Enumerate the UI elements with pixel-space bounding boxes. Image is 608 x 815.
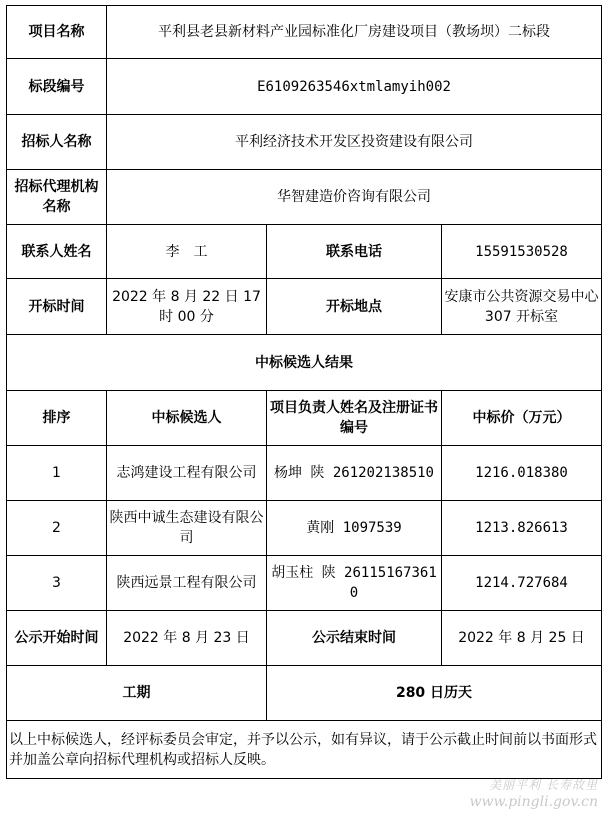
opening-row [7,279,602,335]
candidate-manager: 杨坤 陕 261202138510 [267,446,442,501]
period-row [7,666,602,721]
watermark-slogan: 美丽平利 长寿故里 [489,778,598,792]
candidate-row [7,446,602,501]
project-value: 平利县老县新材料产业园标准化厂房建设项目（教场坝）二标段 [107,6,602,59]
candidate-manager: 胡玉柱 陕 261151673610 [267,556,442,611]
header-manager: 项目负责人姓名及注册证书编号 [267,391,442,446]
project-label: 项目名称 [7,6,107,59]
candidate-name: 志鸿建设工程有限公司 [107,446,267,501]
phone-value: 15591530528 [442,225,602,279]
bid-result-table [6,5,602,779]
tenderer-value: 平利经济技术开发区投资建设有限公司 [107,115,602,170]
header-price: 中标价（万元） [442,391,602,446]
candidate-manager: 黄刚 1097539 [267,501,442,556]
candidate-row [7,501,602,556]
section-no-value: E6109263546xtmlamyih002 [107,59,602,115]
agency-row [7,170,602,225]
agency-value: 华智建造价咨询有限公司 [107,170,602,225]
candidate-name: 陕西远景工程有限公司 [107,556,267,611]
candidate-row [7,556,602,611]
publicity-row [7,611,602,666]
candidate-rank: 2 [7,501,107,556]
candidate-rank: 3 [7,556,107,611]
results-header-row [7,391,602,446]
candidate-rank: 1 [7,446,107,501]
tenderer-label: 招标人名称 [7,115,107,170]
watermark-url: www.pingli.gov.cn [469,794,598,810]
publicity-start-value: 2022 年 8 月 23 日 [107,611,267,666]
tenderer-row [7,115,602,170]
candidate-price: 1214.727684 [442,556,602,611]
opening-time-value: 2022 年 8 月 22 日 17 时 00 分 [107,279,267,335]
contact-row [7,225,602,279]
project-row [7,6,602,59]
agency-label: 招标代理机构名称 [7,170,107,225]
opening-place-label: 开标地点 [267,279,442,335]
watermark [469,777,598,811]
section-no-label: 标段编号 [7,59,107,115]
candidate-price: 1216.018380 [442,446,602,501]
period-label: 工期 [7,666,267,721]
period-value: 280 日历天 [267,666,602,721]
note-text: 以上中标候选人，经评标委员会审定，并予以公示，如有异议，请于公示截止时间前以书面形式并加盖公章向招标代理机构或招标人反映。 [7,721,602,779]
phone-label: 联系电话 [267,225,442,279]
candidate-name: 陕西中诚生态建设有限公司 [107,501,267,556]
publicity-start-label: 公示开始时间 [7,611,107,666]
publicity-end-value: 2022 年 8 月 25 日 [442,611,602,666]
results-title-row [7,335,602,391]
contact-label: 联系人姓名 [7,225,107,279]
opening-time-label: 开标时间 [7,279,107,335]
section-no-row [7,59,602,115]
publicity-end-label: 公示结束时间 [267,611,442,666]
contact-value: 李 工 [107,225,267,279]
header-candidate: 中标候选人 [107,391,267,446]
note-row [7,721,602,779]
opening-place-value: 安康市公共资源交易中心 307 开标室 [442,279,602,335]
results-title: 中标候选人结果 [7,335,602,391]
header-rank: 排序 [7,391,107,446]
candidate-price: 1213.826613 [442,501,602,556]
